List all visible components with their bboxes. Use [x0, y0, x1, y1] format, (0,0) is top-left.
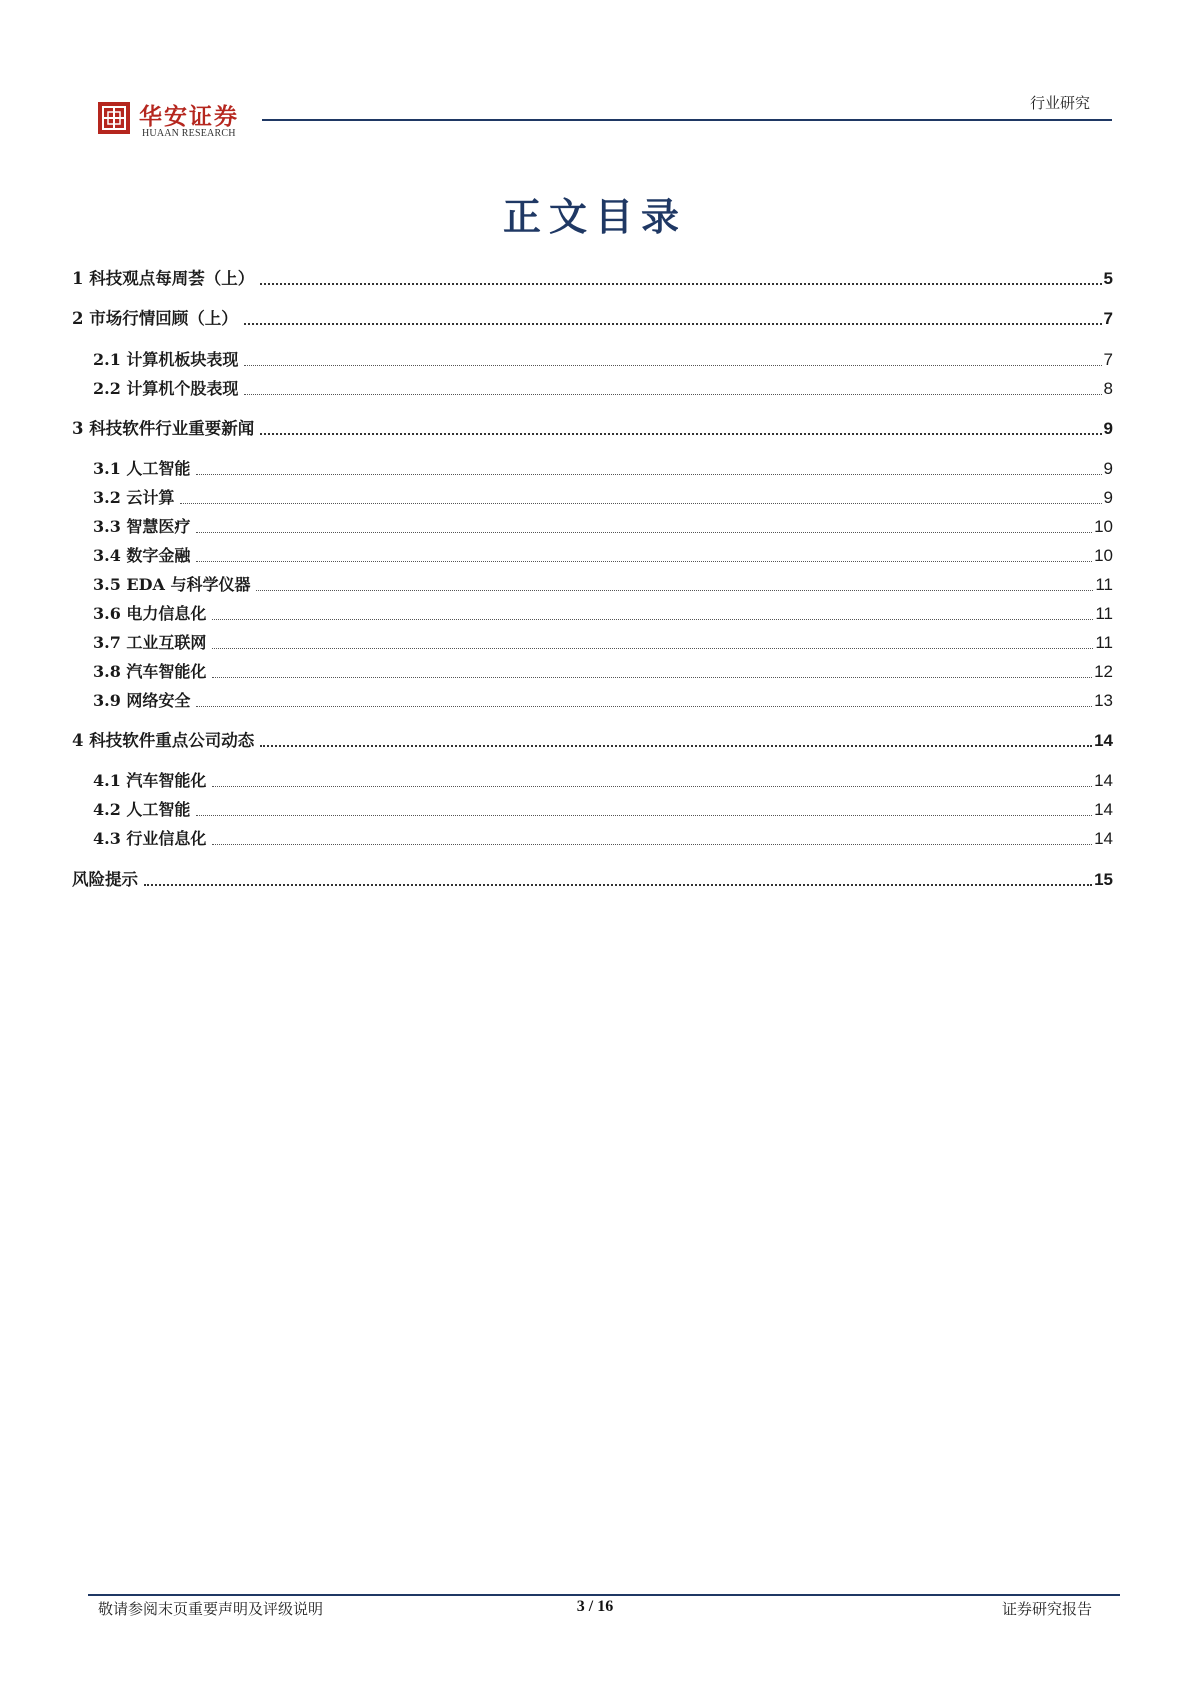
toc-dot-leader — [212, 844, 1092, 845]
toc-entry-page: 8 — [1103, 379, 1113, 398]
toc-entry-label: 4.1 汽车智能化 — [93, 771, 207, 790]
page-header — [0, 0, 1190, 140]
toc-entry-page: 10 — [1094, 546, 1113, 565]
toc-entry-page: 5 — [1103, 269, 1113, 288]
toc-entry-page: 7 — [1103, 350, 1113, 369]
toc-entry-page: 14 — [1094, 771, 1113, 790]
toc-entry[interactable] — [93, 456, 1113, 480]
toc-dot-leader — [212, 786, 1092, 787]
toc-entry[interactable] — [93, 659, 1113, 683]
toc-entry-label: 3.4 数字金融 — [93, 546, 191, 565]
toc-entry[interactable] — [93, 543, 1113, 567]
footer-divider — [88, 1594, 1120, 1596]
toc-entry[interactable] — [93, 376, 1113, 400]
toc-entry-label: 3.7 工业互联网 — [93, 633, 207, 652]
toc-entry-label: 3 科技软件行业重要新闻 — [72, 419, 255, 438]
toc-entry-page: 10 — [1094, 517, 1113, 536]
toc-entry[interactable] — [93, 688, 1113, 712]
toc-entry-label: 2.1 计算机板块表现 — [93, 350, 239, 369]
page-number: 3 / 16 — [576, 1598, 614, 1615]
toc-entry-label: 3.5 EDA 与科学仪器 — [93, 575, 251, 594]
toc-entry-label: 风险提示 — [72, 870, 138, 889]
toc-entry[interactable] — [93, 514, 1113, 538]
toc-entry-label: 3.8 汽车智能化 — [93, 662, 207, 681]
toc-entry-label: 3.9 网络安全 — [93, 691, 191, 710]
toc-entry-page: 9 — [1103, 459, 1113, 478]
toc-entry[interactable] — [93, 601, 1113, 625]
toc-entry-label: 1 科技观点每周荟（上） — [72, 269, 255, 288]
toc-entry[interactable] — [93, 485, 1113, 509]
toc-entry-label: 3.3 智慧医疗 — [93, 517, 191, 536]
toc-entry-label: 4 科技软件重点公司动态 — [72, 731, 255, 750]
page-title: 正文目录 — [502, 194, 687, 239]
toc-dot-leader — [260, 745, 1092, 747]
toc-entry-page: 9 — [1103, 488, 1113, 507]
toc-entry[interactable] — [93, 572, 1113, 596]
toc-entry-page: 11 — [1095, 604, 1113, 623]
toc-dot-leader — [260, 433, 1101, 435]
toc-entry-page: 11 — [1095, 633, 1113, 652]
toc-dot-leader — [244, 394, 1101, 395]
toc-entry-label: 3.6 电力信息化 — [93, 604, 207, 623]
toc-entry[interactable] — [93, 347, 1113, 371]
toc-entry[interactable] — [93, 630, 1113, 654]
toc-entry-page: 14 — [1094, 731, 1113, 750]
toc-entry-page: 13 — [1094, 691, 1113, 710]
footer-disclaimer: 敬请参阅末页重要声明及评级说明 — [98, 1600, 324, 1618]
toc-dot-leader — [144, 884, 1092, 886]
toc-entry[interactable] — [72, 306, 1113, 330]
toc-entry[interactable] — [72, 867, 1113, 891]
toc-entry[interactable] — [93, 768, 1113, 792]
toc-entry[interactable] — [93, 826, 1113, 850]
toc-entry-label: 2.2 计算机个股表现 — [93, 379, 239, 398]
toc-entry-page: 7 — [1103, 309, 1113, 328]
toc-entry-page: 12 — [1094, 662, 1113, 681]
footer-report-type: 证券研究报告 — [1001, 1600, 1092, 1618]
toc-dot-leader — [256, 590, 1093, 591]
toc-dot-leader — [244, 365, 1101, 366]
toc-dot-leader — [180, 503, 1101, 504]
toc-entry[interactable] — [72, 728, 1113, 752]
toc-dot-leader — [212, 648, 1093, 649]
toc-entry[interactable] — [93, 797, 1113, 821]
huaan-logo-icon — [98, 102, 130, 134]
toc-dot-leader — [196, 815, 1092, 816]
toc-entry-page: 14 — [1094, 800, 1113, 819]
toc-dot-leader — [196, 706, 1092, 707]
logo-text-cn: 华安证券 — [139, 103, 239, 130]
toc-entry[interactable] — [72, 416, 1113, 440]
toc-entry-label: 3.2 云计算 — [93, 488, 175, 507]
toc-dot-leader — [196, 561, 1092, 562]
toc-dot-leader — [260, 283, 1101, 285]
toc-entry-page: 14 — [1094, 829, 1113, 848]
toc-entry[interactable] — [72, 266, 1113, 290]
report-category: 行业研究 — [1029, 94, 1090, 112]
toc-entry-page: 15 — [1094, 870, 1113, 889]
toc-dot-leader — [212, 619, 1093, 620]
toc-dot-leader — [196, 474, 1101, 475]
toc-dot-leader — [212, 677, 1092, 678]
toc-entry-page: 11 — [1095, 575, 1113, 594]
toc-entry-label: 4.3 行业信息化 — [93, 829, 207, 848]
toc-entry-label: 2 市场行情回顾（上） — [72, 309, 238, 328]
toc-dot-leader — [244, 323, 1102, 325]
toc-dot-leader — [196, 532, 1092, 533]
header-divider — [262, 119, 1112, 121]
toc-entry-page: 9 — [1103, 419, 1113, 438]
logo-text-en: HUAAN RESEARCH — [142, 128, 236, 139]
toc-entry-label: 3.1 人工智能 — [93, 459, 191, 478]
toc-entry-label: 4.2 人工智能 — [93, 800, 191, 819]
